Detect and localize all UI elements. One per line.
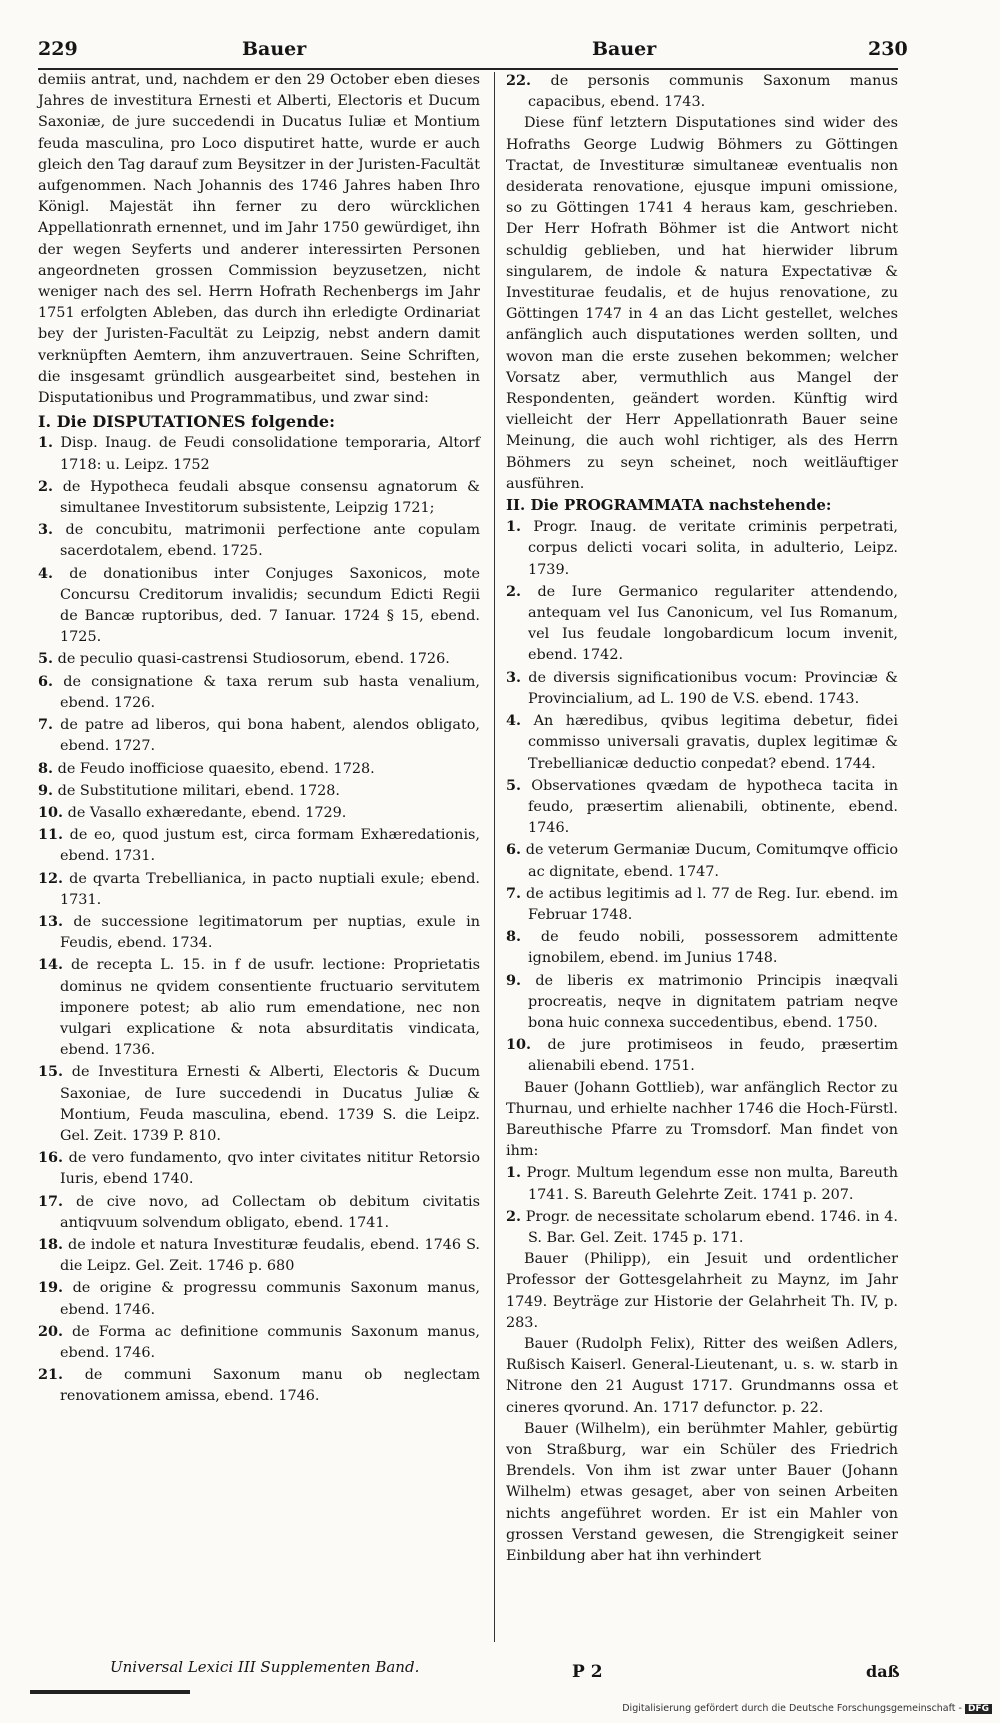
item-number: 7. [506,884,522,902]
item-text: de eo, quod justum est, circa formam Exhæredationis, ebend. 1731. [60,827,481,865]
item-number: 4. [38,564,54,582]
list-item [506,70,898,113]
item-text: de veterum Germaniæ Ducum, Comitumqve officio ac dignitate, ebend. 1747. [525,842,898,880]
item-text: de donationibus inter Conjuges Saxonicos, mote Concursu Creditorum invalidis; secundum Edicti Regii de Bancæ ruptoribus, ded. 7 Ianuar. 1724 § 15, ebend. 1725. [60,565,481,646]
right-running-title: Bauer [592,38,657,60]
item-number: 18. [38,1235,64,1253]
list-item [38,954,480,1061]
list-item [506,581,898,667]
item-number: 19. [38,1279,64,1297]
item-number: 12. [38,869,64,887]
catchword: daß [866,1662,900,1681]
item-number: 14. [38,956,64,974]
list-item [38,1234,480,1277]
item-number: 10. [38,803,64,821]
item-number: 11. [38,826,64,844]
right-page-number: 230 [868,38,908,60]
disputationes-heading: I. Die DISPUTATIONES folgende: [38,412,335,432]
left-running-title: Bauer [242,38,307,60]
item-number: 3. [506,668,522,686]
item-text: de Feudo inofficiose quaesito, ebend. 1728. [57,760,375,777]
list-item [38,1321,480,1364]
item-number: 8. [506,928,522,946]
item-text: Progr. Multum legendum esse non multa, Bareuth 1741. S. Bareuth Gelehrte Zeit. 1741 p. 207. [526,1165,898,1203]
list-item [506,775,898,840]
johann-works-list [506,1162,898,1249]
list-item [38,1277,480,1320]
list-item [506,516,898,581]
commentary-paragraph: Diese fünf letztern Disputationes sind wider des Hofraths George Ludwig Böhmers zu Göttingen Tractat, de Investituræ simultaneæ eventualis non desiderata renovatione, ejusque impuni omissione, so zu Göttingen 1741 4 heraus kam, geschrieben. Der Herr Hofrath Böhmer ist die Antwort nicht schuldig geblieben, und hat hierwider librum singularem, de indole & natura Expectativæ & Investiturae feudalis, et de hujus renovatione, zu Göttingen 1747 in 4 an das Licht gestellet, welches anfänglich auch disputationes werden sollten, und wovon man die erste zusehen bekommen; welcher Vorsatz aber, vermuthlich aus Mangel der Respondenten, geändert worden. Künftig wird vielleicht der Herr Appellationrath Bauer seine Meinung, die auch wohl richtiger, als des Herrn Böhmers zu seyn scheinet, noch weitläuftiger ausführen. [506,115,898,492]
item-number: 6. [506,841,522,859]
item-number: 9. [38,781,54,799]
item-text: de diversis significationibus vocum: Provinciæ & Provincialium, ad L. 190 de V.S. ebend. 1743. [528,669,898,707]
item-number: 1. [506,1164,522,1182]
item-number: 4. [506,712,522,730]
item-text: de patre ad liberos, qui bona habent, alendos obligato, ebend. 1727. [60,717,480,755]
list-item [38,868,480,911]
list-item [506,1034,898,1077]
item-number: 8. [38,759,54,777]
list-item [38,648,480,670]
list-item [38,432,480,475]
item-text: Progr. de necessitate scholarum ebend. 1746. in 4. S. Bar. Gel. Zeit. 1745 p. 171. [525,1208,898,1246]
item-text: Disp. Inaug. de Feudi consolidatione temporaria, Altorf 1718: u. Leipz. 1752 [60,435,480,473]
item-text: de communi Saxonum manu ob neglectam renovationem amissa, ebend. 1746. [60,1367,480,1405]
item-number: 1. [506,518,522,536]
item-number: 21. [38,1366,64,1384]
item-text: de feudo nobili, possessorem admittente ignobilem, ebend. im Junius 1748. [528,929,898,967]
item-text: Progr. Inaug. de veritate criminis perpetrati, corpus delicti vocari solita, in adulterio, Leipz. 1739. [528,519,898,578]
item-text: de jure protimiseos in feudo, præsertim alienabili ebend. 1751. [528,1037,898,1075]
list-item [38,1191,480,1234]
item-text: Observationes qvædam de hypotheca tacita in feudo, præsertim alienabili, obtinente, ebend. 1746. [528,777,898,837]
item-number: 5. [38,650,54,668]
list-item [506,710,898,775]
item-text: de actibus legitimis ad l. 77 de Reg. Iur. ebend. im Februar 1748. [526,885,898,923]
column-divider [494,72,495,1642]
list-item [38,519,480,562]
entry-philipp: Bauer (Philipp), ein Jesuit und ordentlicher Professor der Gottesgelahrheit zu Maynz, im Jahr 1749. Beyträge zur Historie der Gelahrheit Th. IV, p. 283. [506,1251,898,1331]
item-number: 2. [506,1207,522,1225]
list-item [506,970,898,1035]
item-number: 16. [38,1149,64,1167]
item-number: 22. [506,72,532,89]
item-text: de concubitu, matrimonii perfectione ante copulam sacerdotalem, ebend. 1725. [60,522,481,560]
item-text: de indole et natura Investituræ feudalis, ebend. 1746 S. die Leipz. Gel. Zeit. 1746 p. 680 [60,1236,480,1275]
item-text: de Investitura Ernesti & Alberti, Electoris & Ducum Saxoniae, de Iure succedendi in Ducatus Juliæ & Montium, Feuda masculina, ebend. 1739 S. die Leipz. Gel. Zeit. 1739 P. 810. [60,1064,480,1144]
list-item [506,839,898,882]
item-text: de cive novo, ad Collectam ob debitum civitatis antiqvuum solvendum obligato, ebend. 1741. [60,1193,480,1231]
list-item [38,802,480,824]
list-item [506,883,898,926]
list-item [38,671,480,714]
item-text: de qvarta Trebellianica, in pacto nuptiali exule; ebend. 1731. [60,870,480,908]
item-text: de Vasallo exhæredante, ebend. 1729. [67,804,347,821]
programmata-list [506,516,898,1077]
item-number: 7. [38,716,54,734]
disputationes-list [38,432,480,1407]
item-number: 2. [506,582,522,600]
item-text: An hæredibus, qvibus legitima debetur, fidei commisso universali gravatis, duplex legitimæ & Trebellianicæ deductio conpedat? ebend. 1744. [528,713,899,772]
list-item [38,911,480,954]
list-item [38,1061,480,1147]
item-number: 5. [506,776,522,794]
item-text: de Iure Germanico regulariter attendendo, antequam vel Ius Canonicum, vel Ius Romanum, vel Ius feudale longobardicum locum invenit, ebend. 1742. [528,583,898,664]
item-text: de vero fundamento, qvo inter civitates nititur Retorsio Iuris, ebend 1740. [60,1150,481,1188]
item-text: de liberis ex matrimonio Principis inæqvali procreatis, neqve in dignitatem patriam neqve bona huic connexa succedentibus, ebend. 1750. [528,972,898,1031]
item-text: de successione legitimatorum per nuptias, exule in Feudis, ebend. 1734. [60,913,480,952]
entry-rudolph-felix: Bauer (Rudolph Felix), Ritter des weißen Adlers, Rußisch Kaiserl. General-Lieutenant, u. s. w. starb in Nitrone den 21 August 1717. Grundmanns ossa et cineres qvorund. An. 1717 defunctor. p. 22. [506,1335,898,1416]
list-item [38,714,480,757]
item-number: 6. [38,672,54,690]
item-text: de Hypotheca feudali absque consensu agnatorum & simultanee Investitorum subsistente, Leipzig 1721; [60,478,480,517]
list-item [506,667,898,710]
list-item [38,780,480,802]
item-text: de consignatione & taxa rerum sub hasta venalium, ebend. 1726. [60,673,481,711]
item-number: 13. [38,912,64,930]
list-item [506,1162,898,1205]
item-number: 15. [38,1063,64,1081]
scan-edge-mark [30,1690,190,1694]
dfg-badge: DFG [965,1704,992,1714]
right-column [506,70,898,1567]
item-text: de origine & progressu communis Saxonum manus, ebend. 1746. [60,1280,480,1318]
left-page-number: 229 [38,38,78,60]
item-text: de recepta L. 15. in f de usufr. lectione: Proprietatis dominus ne qvidem consentiente fructuario servitutem imponere potest; ab alio rum emendatione, nec non vulgari explicatione & nota absurditatis vindicata, ebend. 1736. [60,957,480,1059]
entry-johann-gottlieb: Bauer (Johann Gottlieb), war anfänglich Rector zu Thurnau, und erhielte nachher 1746 die Hoch-Fürstl. Bareuthische Pfarre zu Tromsdorf. Man findet von ihm: [506,1079,898,1160]
list-item [506,926,898,969]
list-item [38,476,480,519]
item-number: 10. [506,1036,532,1054]
item-text: de peculio quasi-castrensi Studiosorum, ebend. 1726. [57,651,450,668]
left-column [38,70,480,1408]
item-number: 9. [506,971,522,989]
programmata-heading: II. Die PROGRAMMATA nachstehende: [506,496,832,515]
item-number: 1. [38,434,54,452]
list-item [38,563,480,649]
list-item [38,758,480,780]
item-number: 3. [38,521,54,539]
footer-signature: Universal Lexici III Supplementen Band. [110,1658,420,1676]
item-number: 17. [38,1192,64,1210]
item-text: de Substitutione militari, ebend. 1728. [57,782,340,799]
list-item [38,1364,480,1407]
item-text: de personis communis Saxonum manus capacibus, ebend. 1743. [528,73,898,111]
list-item [38,824,480,867]
item-number: 20. [38,1322,64,1340]
signature-mark: P 2 [572,1662,603,1682]
intro-paragraph: demiis antrat, und, nachdem er den 29 October eben dieses Jahres de investitura Ernesti et Alberti, Electoris et Ducum Saxoniæ, de jure succedendi in Ducatus Iuliæ et Montium feuda masculina, pro Loco disputiret hatte, wurde er auch gleich den Tag darauf zum Beysitzer in der Juristen-Facultät aufgenommen. Nach Johannis des 1746 Jahres haben Ihro Königl. Majestät ihn ferner zu dero würcklichen Appellationrath ernennet, und im Jahr 1750 gewürdiget, ihn der wegen Seyferts und anderer interessirten Personen angeordneten grossen Commission beyzusetzen, nicht weniger nach des sel. Herrn Hofrath Rechenbergs im Jahr 1751 erfolgten Ableben, das durch ihn erledigte Ordinariat bey der Juristen-Facultät zu Leipzig, nebst andern damit verknüpften Aemtern, ihm anzuvertrauen. Seine Schriften, die insgesamt gründlich ausgearbeitet sind, bestehen in Disputationibus und Programmatibus, und zwar sind: [38,72,480,407]
list-item [506,1206,898,1249]
credit-text: Digitalisierung gefördert durch die Deutsche Forschungsgemeinschaft - [622,1703,962,1714]
item-number: 2. [38,477,54,495]
item-text: de Forma ac definitione communis Saxonum manus, ebend. 1746. [60,1323,480,1361]
digitization-credit [622,1703,992,1714]
list-item [38,1147,480,1190]
entry-wilhelm: Bauer (Wilhelm), ein berühmter Mahler, gebürtig von Straßburg, war ein Schüler des Friedrich Brendels. Von ihm ist zwar unter Bauer (Johann Wilhelm) etwas gesaget, aber von seinen Arbeiten nichts angeführet worden. Er ist ein Mahler von grossen Verstand gewesen, die Strengigkeit seiner Einbildung aber hat ihn verhindert [506,1420,898,1565]
